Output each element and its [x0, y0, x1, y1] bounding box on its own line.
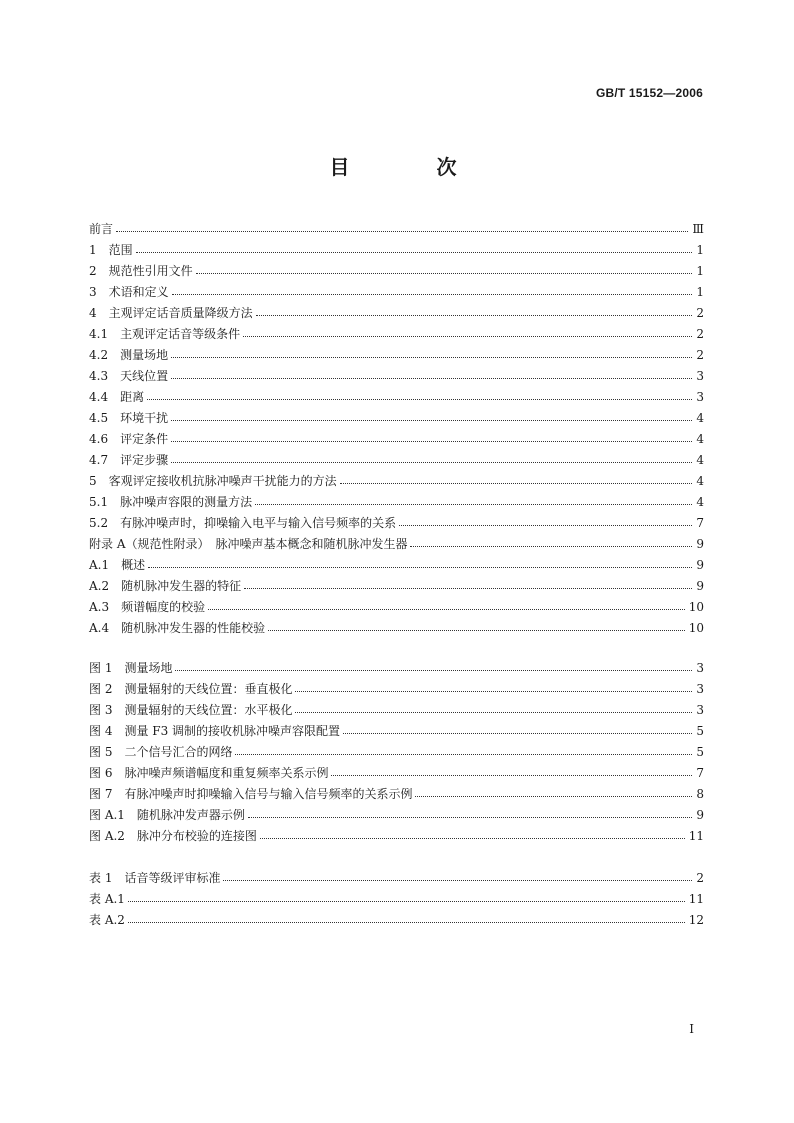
toc-leader-dots — [235, 754, 692, 755]
toc-entry-label: 5.2 有脉冲噪声时，抑噪输入电平与输入信号频率的关系 — [89, 516, 397, 530]
toc-leader-dots — [248, 817, 692, 818]
toc-entry-label: 4.6 评定条件 — [89, 432, 169, 446]
toc-entry-label: 图 3 测量辐射的天线位置：水平极化 — [89, 703, 293, 717]
toc-entry[interactable] — [89, 718, 704, 738]
toc-entry-label: 图 7 有脉冲噪声时抑噪输入信号与输入信号频率的关系示例 — [89, 787, 413, 801]
toc-entry-label: 附录 A（规范性附录） 脉冲噪声基本概念和随机脉冲发生器 — [89, 537, 408, 551]
toc-leader-dots — [147, 399, 692, 400]
toc-entry[interactable] — [89, 342, 704, 362]
toc-leader-dots — [331, 775, 692, 776]
toc-entry-page: 11 — [688, 892, 704, 906]
toc-leader-dots — [171, 462, 692, 463]
toc-entry-page: 9 — [696, 808, 704, 822]
toc-entry[interactable] — [89, 531, 704, 551]
toc-leader-dots — [171, 441, 692, 442]
toc-entry-page: 1 — [696, 285, 704, 299]
toc-entry-page: 4 — [696, 495, 704, 509]
toc-entry-label: 4.4 距离 — [89, 390, 145, 404]
toc-entry-label: 4.3 天线位置 — [89, 369, 169, 383]
toc-entry-page: 1 — [696, 243, 704, 257]
toc-leader-dots — [410, 546, 692, 547]
toc-entry-label: 图 2 测量辐射的天线位置：垂直极化 — [89, 682, 293, 696]
toc-entry-label: 前言 — [89, 222, 114, 236]
toc-entry-label: 表 1 话音等级评审标准 — [89, 871, 221, 885]
page-number: I — [689, 1022, 694, 1036]
toc-entry-label: 1 范围 — [89, 243, 133, 257]
toc-entry[interactable] — [89, 823, 704, 843]
toc-entry[interactable] — [89, 697, 704, 717]
toc-leader-dots — [128, 922, 685, 923]
toc-entry[interactable] — [89, 384, 704, 404]
toc-entry-page: 4 — [696, 474, 704, 488]
toc-leader-dots — [295, 712, 692, 713]
toc-entry-page: 3 — [696, 682, 704, 696]
toc-entry-page: 5 — [696, 745, 704, 759]
toc-entry[interactable] — [89, 594, 704, 614]
toc-entry-page: Ⅲ — [692, 222, 704, 236]
toc-entry-page: 2 — [696, 348, 704, 362]
toc-leader-dots — [148, 567, 692, 568]
toc-leader-dots — [171, 420, 692, 421]
toc-entry-label: 4.5 环境干扰 — [89, 411, 169, 425]
toc-entry-page: 3 — [696, 390, 704, 404]
toc-leader-dots — [208, 609, 685, 610]
toc-entry[interactable] — [89, 447, 704, 467]
toc-entry[interactable] — [89, 615, 704, 635]
toc-leader-dots — [223, 880, 692, 881]
toc-entry-label: 图 A.1 随机脉冲发声器示例 — [89, 808, 245, 822]
page-title: 目 次 — [329, 155, 497, 179]
toc-entry-page: 5 — [696, 724, 704, 738]
toc-entry[interactable] — [89, 321, 704, 341]
toc-entry[interactable] — [89, 886, 704, 906]
toc-entry-label: A.2 随机脉冲发生器的特征 — [89, 579, 242, 593]
toc-entry-page: 3 — [696, 703, 704, 717]
toc-entry[interactable] — [89, 781, 704, 801]
toc-leader-dots — [268, 630, 685, 631]
toc-entry[interactable] — [89, 739, 704, 759]
toc-entry-page: 4 — [696, 411, 704, 425]
toc-entry-label: 表 A.1 — [89, 892, 125, 906]
toc-entry-page: 8 — [696, 787, 704, 801]
toc-entry-label: 3 术语和定义 — [89, 285, 169, 299]
toc-leader-dots — [196, 273, 692, 274]
toc-leader-dots — [340, 483, 692, 484]
toc-leader-dots — [171, 357, 692, 358]
toc-leader-dots — [136, 252, 692, 253]
toc-entry[interactable] — [89, 405, 704, 425]
toc-entry-page: 10 — [688, 600, 704, 614]
toc-entry[interactable] — [89, 573, 704, 593]
toc-entry[interactable] — [89, 489, 704, 509]
toc-entry-label: 表 A.2 — [89, 913, 125, 927]
toc-entry[interactable] — [89, 426, 704, 446]
toc-entry-label: 4.2 测量场地 — [89, 348, 169, 362]
toc-entry[interactable] — [89, 237, 704, 257]
toc-leader-dots — [260, 838, 685, 839]
toc-entry-page: 12 — [688, 913, 704, 927]
toc-entry[interactable] — [89, 676, 704, 696]
toc-entry[interactable] — [89, 655, 704, 675]
toc-entry[interactable] — [89, 216, 704, 236]
toc-entry-page: 9 — [696, 558, 704, 572]
toc-entry-label: 图 6 脉冲噪声频谱幅度和重复频率关系示例 — [89, 766, 329, 780]
toc-leader-dots — [415, 796, 692, 797]
toc-entry-page: 10 — [688, 621, 704, 635]
toc-entry-label: 4 主观评定话音质量降级方法 — [89, 306, 253, 320]
toc-entry-label: A.1 概述 — [89, 558, 146, 572]
toc-entry[interactable] — [89, 300, 704, 320]
toc-leader-dots — [172, 294, 692, 295]
toc-entry[interactable] — [89, 552, 704, 572]
toc-leader-dots — [255, 504, 692, 505]
toc-entry-page: 9 — [696, 579, 704, 593]
toc-leader-dots — [256, 315, 692, 316]
toc-leader-dots — [116, 231, 688, 232]
toc-entry-page: 2 — [696, 327, 704, 341]
toc-entry[interactable] — [89, 363, 704, 383]
toc-entry-label: 图 4 测量 F3 调制的接收机脉冲噪声容限配置 — [89, 724, 341, 738]
toc-entry[interactable] — [89, 760, 704, 780]
toc-entry[interactable] — [89, 258, 704, 278]
toc-leader-dots — [295, 691, 692, 692]
toc-entry-page: 3 — [696, 661, 704, 675]
toc-leader-dots — [171, 378, 692, 379]
standard-code: GB/T 15152—2006 — [595, 86, 703, 100]
toc-entry-page: 4 — [696, 432, 704, 446]
toc-entry-page: 1 — [696, 264, 704, 278]
toc-entry-label: 4.1 主观评定话音等级条件 — [89, 327, 241, 341]
toc-entry[interactable] — [89, 865, 704, 885]
toc-entry-page: 2 — [696, 871, 704, 885]
toc-leader-dots — [399, 525, 692, 526]
toc-entry-page: 9 — [696, 537, 704, 551]
toc-leader-dots — [175, 670, 692, 671]
toc-entry[interactable] — [89, 279, 704, 299]
toc-entry-page: 2 — [696, 306, 704, 320]
toc-entry-label: A.3 频谱幅度的校验 — [89, 600, 206, 614]
toc-entry-label: 图 1 测量场地 — [89, 661, 173, 675]
toc-entry[interactable] — [89, 802, 704, 822]
toc-entry-label: 4.7 评定步骤 — [89, 453, 169, 467]
toc-entry-page: 7 — [696, 516, 704, 530]
toc-leader-dots — [343, 733, 692, 734]
toc-entry-label: 图 A.2 脉冲分布校验的连接图 — [89, 829, 257, 843]
toc-entry-page: 4 — [696, 453, 704, 467]
toc-leader-dots — [243, 336, 692, 337]
toc-entry-page: 11 — [688, 829, 704, 843]
toc-entry-label: 5.1 脉冲噪声容限的测量方法 — [89, 495, 253, 509]
toc-leader-dots — [128, 901, 685, 902]
toc-entry[interactable] — [89, 510, 704, 530]
toc-entry-page: 3 — [696, 369, 704, 383]
toc-entry-page: 7 — [696, 766, 704, 780]
toc-entry[interactable] — [89, 468, 704, 488]
toc-leader-dots — [244, 588, 692, 589]
toc-entry-label: 图 5 二个信号汇合的网络 — [89, 745, 233, 759]
toc-entry-label: 2 规范性引用文件 — [89, 264, 193, 278]
toc-entry[interactable] — [89, 907, 704, 927]
toc-entry-label: 5 客观评定接收机抗脉冲噪声干扰能力的方法 — [89, 474, 337, 488]
toc-entry-label: A.4 随机脉冲发生器的性能校验 — [89, 621, 266, 635]
